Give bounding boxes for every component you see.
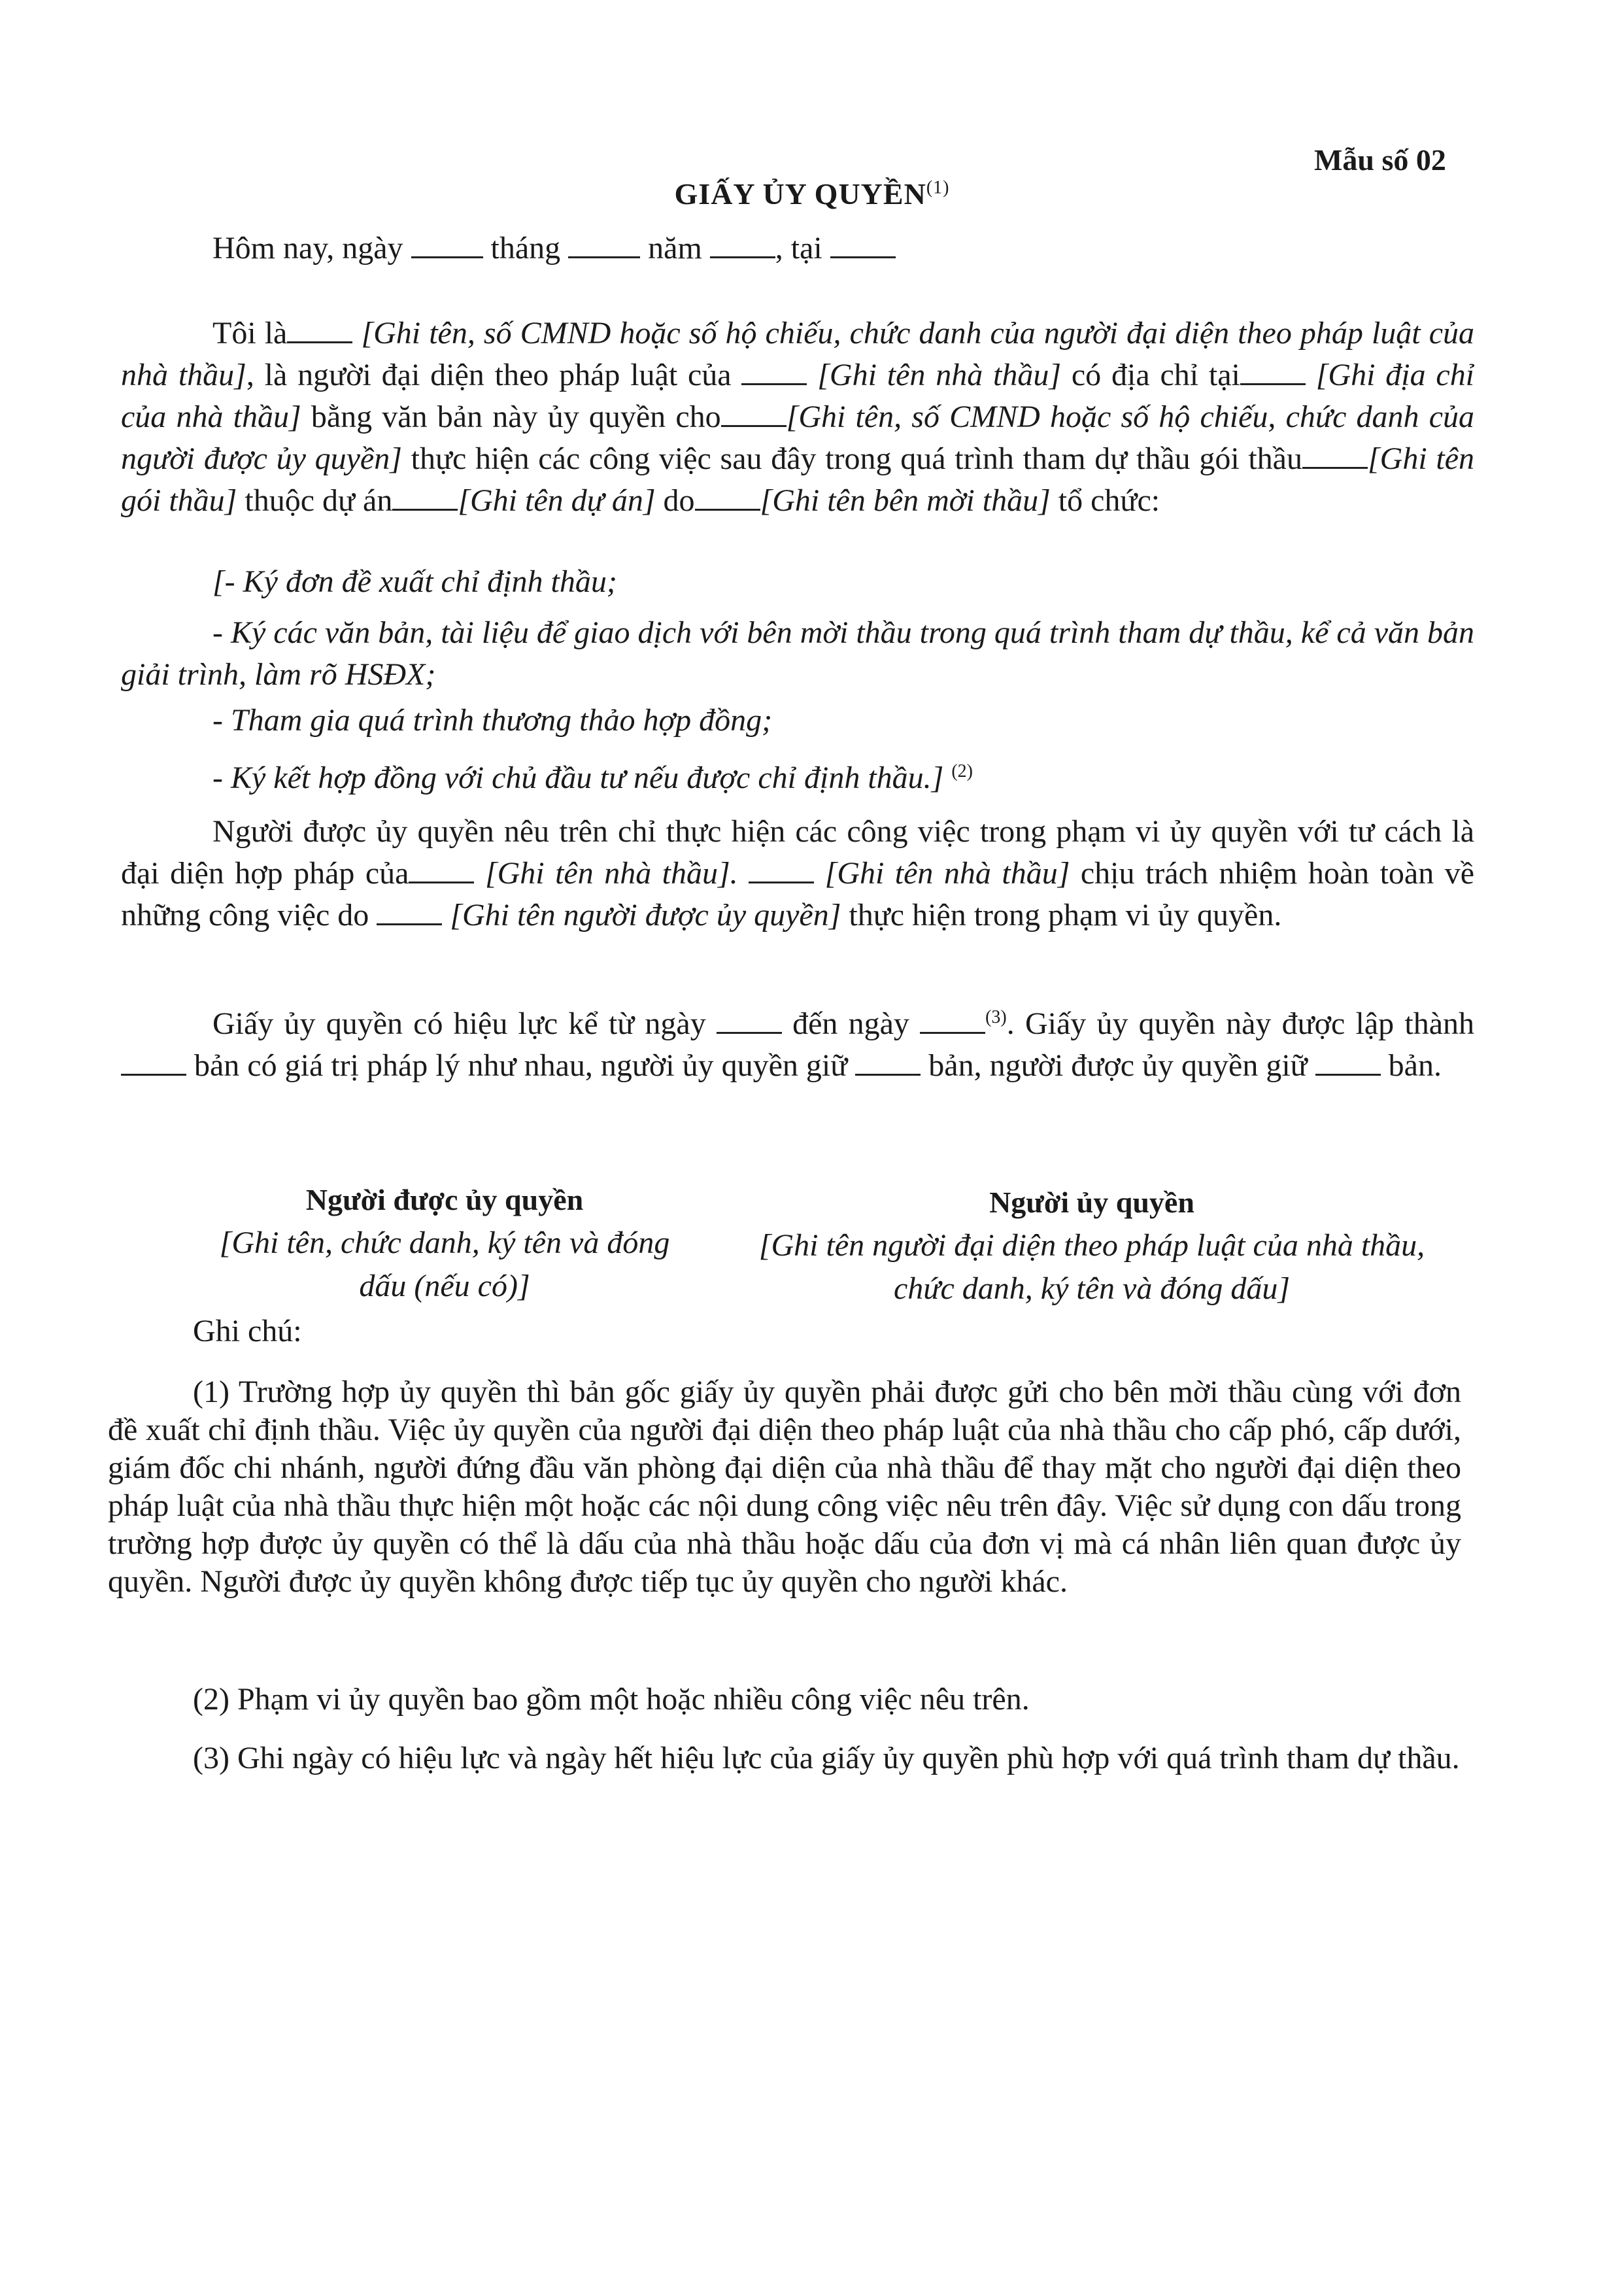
title-text: GIẤY ỦY QUYỀN [674,177,926,211]
placeholder: [Ghi tên, số CMND hoặc số hộ chiếu, chức danh của người đại diện theo pháp luật của nhà thầu] [121,316,1475,392]
scope-text-3: thực hiện trong phạm vi ủy quyền. [841,898,1282,933]
intro-text-6: thuộc dự án [237,483,393,518]
date-month-label: tháng [490,231,561,265]
validity-paragraph [121,997,1474,1087]
intro-text-4: bằng văn bản này ủy quyền cho [301,400,721,434]
duty-item: [- Ký đơn đề xuất chỉ định thầu; [212,564,617,599]
blank [855,1049,921,1076]
duty-item-text: - Ký kết hợp đồng với chủ đầu tư nếu được chỉ định thầu.] [212,761,944,795]
validity-text-5: bản, người được ủy quyền giữ [921,1048,1315,1083]
blank [717,1007,782,1034]
intro-text-3: có địa chỉ tại [1061,358,1240,392]
blank [1302,442,1368,469]
note-item: (2) Phạm vi ủy quyền bao gồm một hoặc nhiều công việc nêu trên. [193,1682,1030,1717]
placeholder: [Ghi tên nhà thầu] [814,856,1070,891]
year-blank [710,231,775,258]
scope-text-1: Người được ủy quyền nêu trên chỉ thực hiện các công việc trong phạm vi ủy quyền với tư cách là đại diện hợp pháp của [121,814,1474,891]
intro-text-5: thực hiện các công việc sau đây trong quá trình tham dự thầu gói thầu [401,441,1302,476]
blank [392,484,458,511]
day-blank [411,231,483,258]
blank [721,400,787,427]
placeholder: [Ghi tên, số CMND hoặc số hộ chiếu, chức danh của người được ủy quyền] [121,400,1475,476]
authorizer-instruction: [Ghi tên người đại diện theo pháp luật của nhà thầu, chức danh, ký tên và đóng dấu] [758,1228,1425,1306]
scope-paragraph [121,811,1474,936]
scope-text-2: chịu trách nhiệm hoàn toàn về những công việc do [121,856,1475,933]
authorized-heading: Người được ủy quyền [305,1183,584,1216]
title-footnote-ref: (1) [926,177,950,198]
place-blank [830,231,896,258]
validity-text-6: bản. [1380,1048,1442,1083]
blank [121,1049,186,1076]
duty-item: - Ký các văn bản, tài liệu để giao dịch với bên mời thầu trong quá trình tham dự thầu, kể cả văn bản giải trình, làm rõ HSĐX; [121,615,1474,692]
blank [409,857,474,883]
blank [920,1007,985,1034]
date-line [212,230,896,266]
date-year-label: năm [648,231,702,265]
intro-paragraph [121,313,1474,522]
blank [741,358,807,385]
duty-item-last [121,751,1474,799]
blank [287,317,352,343]
authorizer-signature-block [758,1181,1425,1310]
blank [1315,1049,1381,1076]
note-item: (3) Ghi ngày có hiệu lực và ngày hết hiệu lực của giấy ủy quyền phù hợp với quá trình tham dự thầu. [193,1741,1460,1775]
blank [1240,358,1306,385]
document-title [0,177,1624,211]
date-place-label: , tại [775,231,822,265]
blank [749,857,814,883]
date-day-label: Hôm nay, ngày [212,231,403,265]
authorizer-heading: Người ủy quyền [989,1186,1194,1219]
placeholder: [Ghi địa chỉ của nhà thầu] [121,358,1475,434]
validity-text-1: Giấy ủy quyền có hiệu lực kể từ ngày [212,1006,717,1041]
authorized-signature-block [196,1178,693,1308]
blank [377,899,442,925]
month-blank [568,231,640,258]
validity-text-2: đến ngày [781,1006,921,1041]
duty-item: - Tham gia quá trình thương thảo hợp đồng; [212,703,773,738]
placeholder: [Ghi tên nhà thầu]. [474,856,738,891]
placeholder: [Ghi tên nhà thầu] [807,358,1062,392]
validity-text-3: . Giấy ủy quyền này được lập thành [1006,1006,1474,1041]
placeholder: [Ghi tên bên mời thầu] [760,483,1051,518]
duty-footnote-ref: (2) [951,761,973,781]
placeholder: [Ghi tên người được ủy quyền] [442,898,841,933]
intro-text-2: , là người đại diện theo pháp luật của [246,358,742,392]
placeholder: [Ghi tên dự án] [458,483,656,518]
intro-text-8: tổ chức: [1050,483,1160,518]
notes-label: Ghi chú: [193,1314,302,1348]
intro-text-7: do [655,483,695,518]
intro-text-1: Tôi là [212,316,288,351]
validity-text-4: bản có giá trị pháp lý như nhau, người ủy quyền giữ [186,1048,856,1083]
form-number: Mẫu số 02 [1314,143,1446,177]
validity-footnote-ref: (3) [985,1007,1007,1027]
note-item: (1) Trường hợp ủy quyền thì bản gốc giấy ủy quyền phải được gửi cho bên mời thầu cùng với đơn đề xuất chỉ định thầu. Việc ủy quyền của người đại diện theo pháp luật của nhà thầu cho cấp phó, cấp dưới, giám đốc chi nhánh, người đứng đầu văn phòng đại diện của nhà thầu để thay mặt cho người đại diện theo pháp luật của nhà thầu thực hiện một hoặc các nội dung công việc nêu trên đây. Việc sử dụng con dấu trong trường hợp được ủy quyền có thể là dấu của nhà thầu hoặc dấu của đơn vị mà cá nhân liên quan được ủy quyền. Người được ủy quyền không được tiếp tục ủy quyền cho người khác. [108,1375,1461,1599]
blank [695,484,760,511]
authorized-instruction: [Ghi tên, chức danh, ký tên và đóng dấu (nếu có)] [219,1225,670,1303]
placeholder: [Ghi tên gói thầu] [121,441,1475,518]
